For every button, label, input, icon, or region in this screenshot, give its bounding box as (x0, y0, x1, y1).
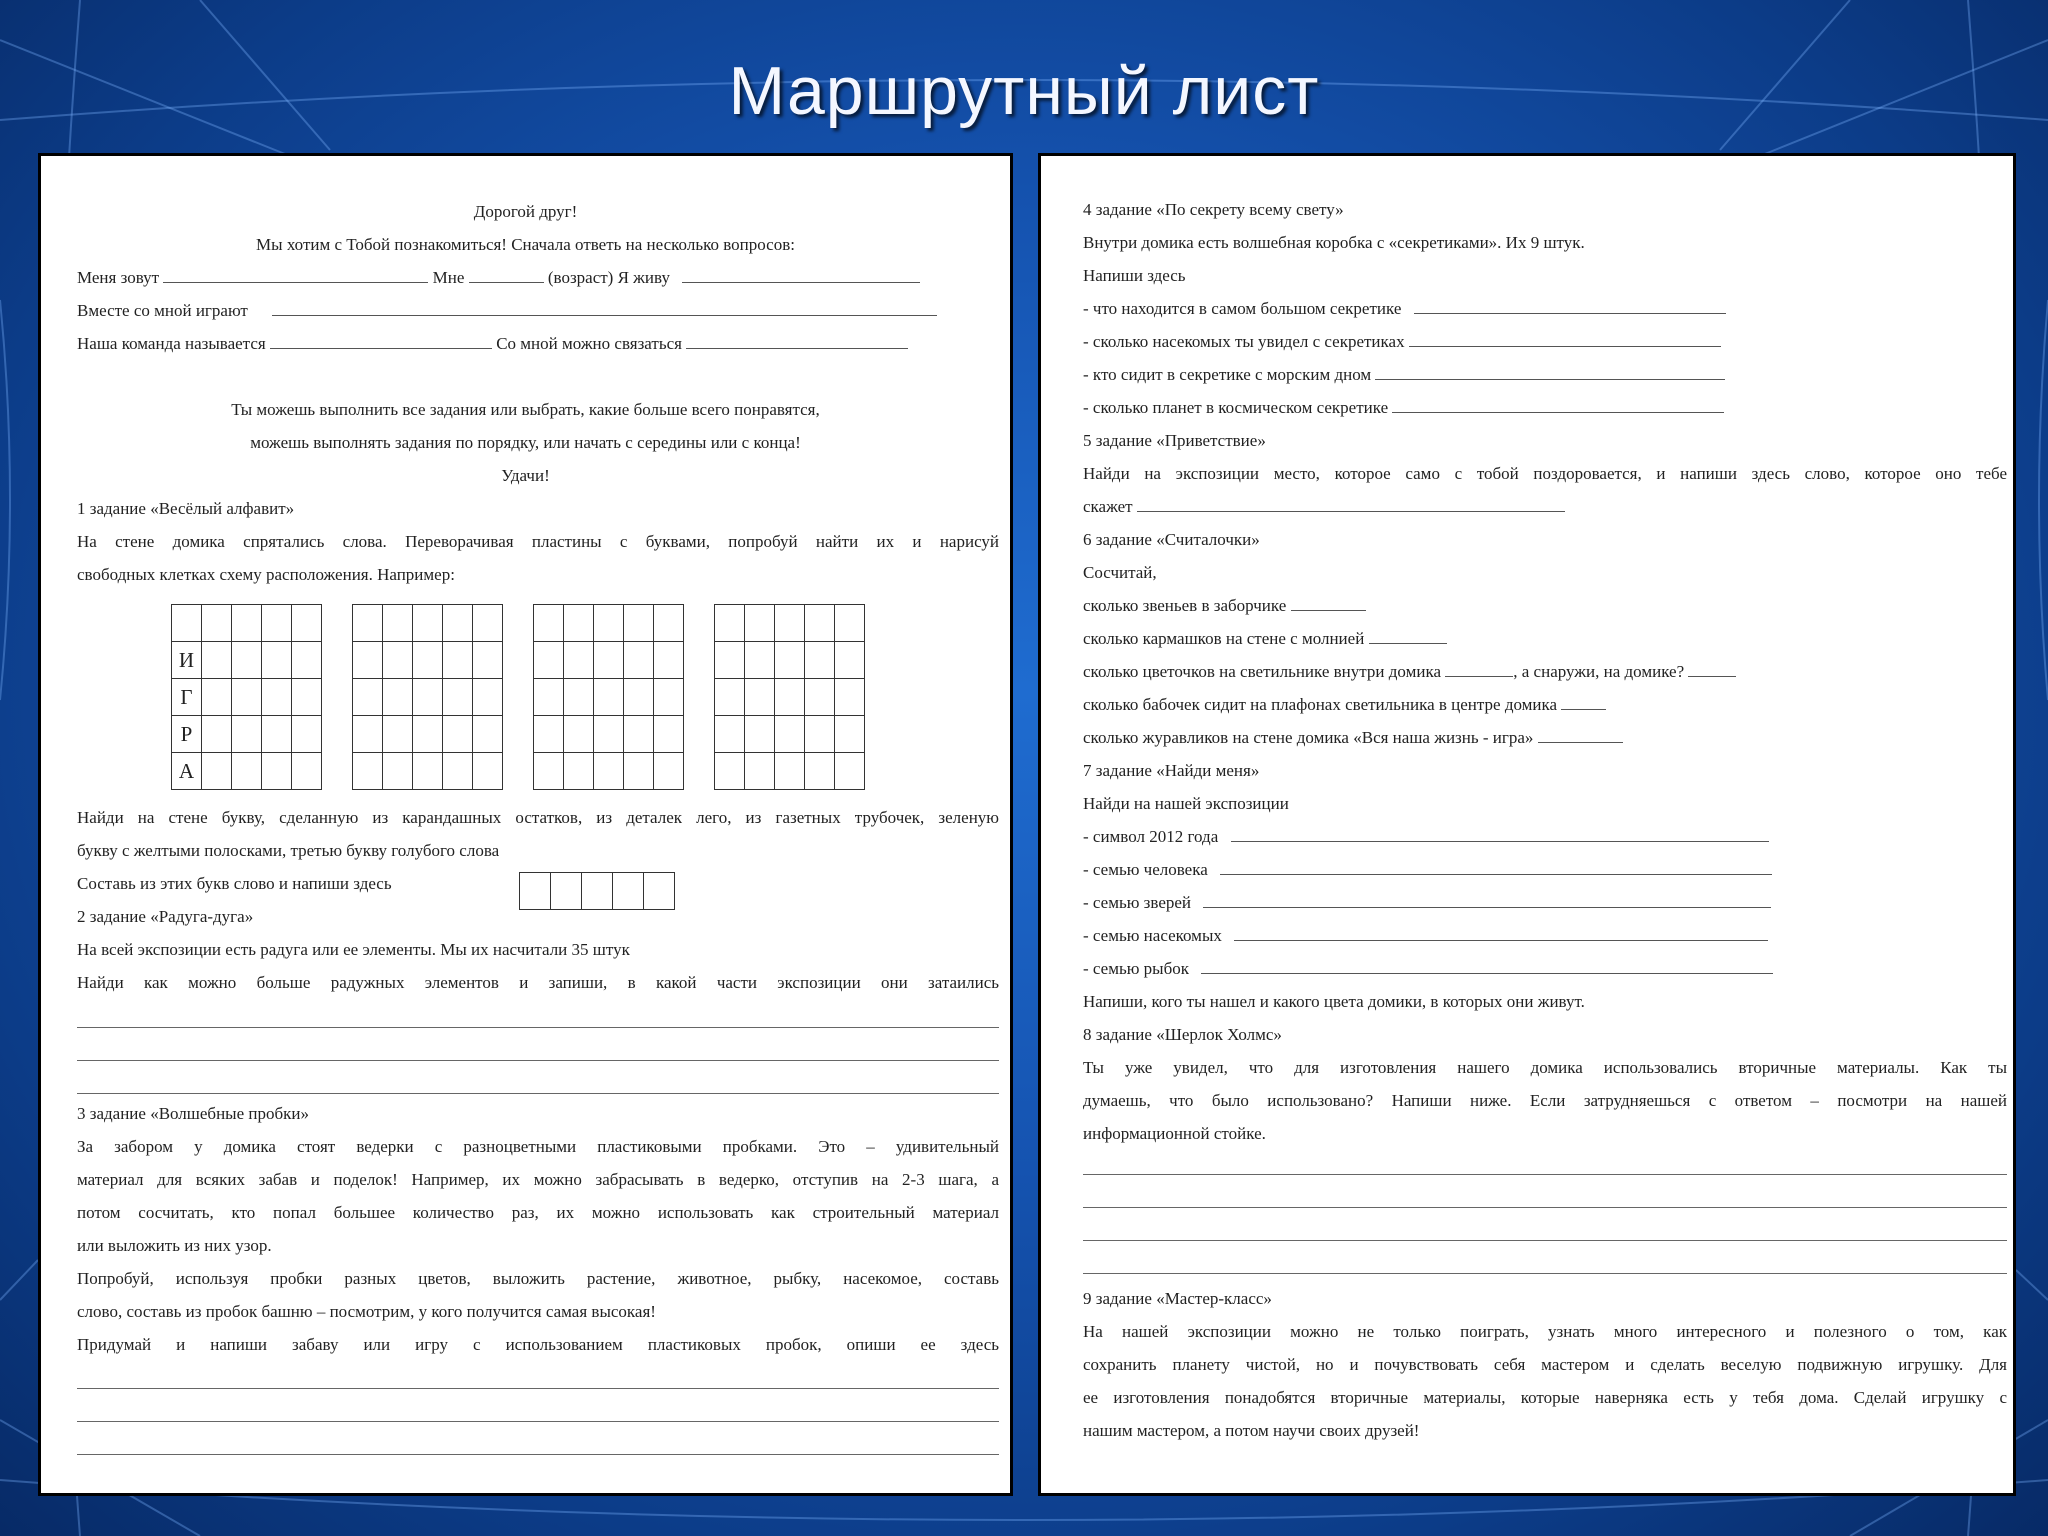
task5-line-2: скажет (1083, 497, 1133, 516)
intro-text: Мы хотим с Тобой познакомиться! Сначала ответь на несколько вопросов: (256, 235, 795, 254)
task9-title: 9 задание «Мастер-класс» (1083, 1289, 1272, 1308)
task7-answer-3[interactable] (1203, 893, 1771, 908)
task6-question-2-label: сколько кармашков на стене с молнией (1083, 629, 1365, 648)
task1-line-1: На стене домика спрятались слова. Переворачивая пластины с буквами, попробуй найти их и нарисуй (77, 532, 999, 551)
answer-line[interactable] (77, 1454, 999, 1455)
name-row (77, 268, 920, 288)
task6-answer-3a[interactable] (1445, 662, 1513, 677)
task8-line-3: информационной стойке. (1083, 1124, 1266, 1143)
grid-letter: А (172, 753, 202, 790)
city-blank[interactable] (682, 268, 920, 283)
task7-question-2-label: - семью человека (1083, 860, 1208, 879)
slide-title: Маршрутный лист (728, 53, 1320, 129)
task3-title: 3 задание «Волшебные пробки» (77, 1104, 309, 1123)
task8-line-2: думаешь, что было использовано? Напиши ниже. Если затрудняешься с ответом – посмотри на нашей (1083, 1091, 2007, 1110)
task7-question-5 (1083, 959, 1773, 979)
task7-answer-2[interactable] (1220, 860, 1772, 875)
task9-line-1: На нашей экспозиции можно не только поиграть, узнать много интересного и полезного о том, как (1083, 1322, 2007, 1341)
answer-grid[interactable] (533, 604, 684, 790)
name-blank[interactable] (163, 268, 428, 283)
task3-line-7: Придумай и напиши забаву или игру с использованием пластиковых пробок, опиши ее здесь (77, 1335, 999, 1354)
task6-question-4 (1083, 695, 1606, 715)
task1-line-4: букву с желтыми полосками, третью букву голубого слова (77, 841, 500, 860)
task6-question-5 (1083, 728, 1623, 748)
answer-line[interactable] (77, 1388, 999, 1389)
task9-line-2: сохранить планету чистой, но и почувствовать себя мастером и сделать веселую подвижную игрушку. Для (1083, 1355, 2007, 1374)
task7-question-1 (1083, 827, 1769, 847)
task7-line-2: Напиши, кого ты нашел и какого цвета домики, в которых они живут. (1083, 992, 1585, 1011)
task4-question-3-label: - кто сидит в секретике с морским дном (1083, 365, 1372, 384)
task4-title: 4 задание «По секрету всему свету» (1083, 200, 1344, 219)
task4-line-1: Внутри домика есть волшебная коробка с «секретиками». Их 9 штук. (1083, 233, 1585, 252)
task5-line-1: Найди на экспозиции место, которое само с тобой поздоровается, и напиши здесь слово, которое оно тебе (1083, 464, 2007, 483)
right-route-sheet (1038, 153, 2016, 1496)
answer-line[interactable] (77, 1093, 999, 1094)
answer-grid[interactable] (714, 604, 865, 790)
answer-line[interactable] (77, 1060, 999, 1061)
play-row (77, 301, 937, 321)
task7-question-3 (1083, 893, 1771, 913)
task6-answer-1[interactable] (1291, 596, 1366, 611)
task4-question-2-label: - сколько насекомых ты увидел с секретиках (1083, 332, 1405, 351)
task4-answer-1[interactable] (1414, 299, 1726, 314)
task6-line-1: Сосчитай, (1083, 563, 1157, 582)
task4-answer-4[interactable] (1392, 398, 1724, 413)
task7-question-4 (1083, 926, 1768, 946)
task2-title: 2 задание «Радуга-дуга» (77, 907, 254, 926)
task5-title: 5 задание «Приветствие» (1083, 431, 1266, 450)
task6-question-2 (1083, 629, 1447, 649)
team-row (77, 334, 908, 354)
age-label-post: (возраст) Я живу (547, 268, 670, 287)
team-blank[interactable] (270, 334, 492, 349)
example-grid[interactable] (171, 604, 322, 790)
task9-line-3: ее изготовления понадобятся вторичные материалы, которые наверняка есть у тебя дома. Сделай игрушку с (1083, 1388, 2007, 1407)
play-blank[interactable] (272, 301, 937, 316)
choice-line-2: можешь выполнять задания по порядку, или начать с середины или с конца! (250, 433, 801, 452)
task4-question-4 (1083, 398, 1724, 418)
contact-blank[interactable] (686, 334, 908, 349)
task1-line-2: свободных клетках схему расположения. Например: (77, 565, 455, 584)
task6-question-1 (1083, 596, 1366, 616)
task6-question-4-label: сколько бабочек сидит на плафонах светильника в центре домика (1083, 695, 1558, 714)
task2-line-1: На всей экспозиции есть радуга или ее элементы. Мы их насчитали 35 штук (77, 940, 630, 959)
task6-answer-3b[interactable] (1688, 662, 1736, 677)
task8-title: 8 задание «Шерлок Холмс» (1083, 1025, 1282, 1044)
task4-question-2 (1083, 332, 1721, 352)
task7-question-5-label: - семью рыбок (1083, 959, 1190, 978)
task6-title: 6 задание «Считалочки» (1083, 530, 1260, 549)
task5-line-2-row (1083, 497, 1565, 517)
task6-question-5-label: сколько журавликов на стене домика «Вся наша жизнь - игра» (1083, 728, 1534, 747)
contact-label: Со мной можно связаться (496, 334, 682, 353)
task1-line-5: Составь из этих букв слово и напиши здесь (77, 874, 392, 893)
age-label-pre: Мне (432, 268, 465, 287)
task4-question-1-label: - что находится в самом большом секретике (1083, 299, 1402, 318)
task4-question-1 (1083, 299, 1726, 319)
task7-answer-4[interactable] (1234, 926, 1768, 941)
task3-line-2: материал для всяких забав и поделок! Например, их можно забрасывать в ведерко, отступив на 2-3 шага, а (77, 1170, 999, 1189)
task7-title: 7 задание «Найди меня» (1083, 761, 1260, 780)
task6-question-3b-label: , а снаружи, на домике? (1513, 662, 1685, 681)
age-blank[interactable] (469, 268, 544, 283)
task7-question-4-label: - семью насекомых (1083, 926, 1222, 945)
task7-line-1: Найди на нашей экспозиции (1083, 794, 1289, 813)
task1-title: 1 задание «Весёлый алфавит» (77, 499, 295, 518)
task6-answer-5[interactable] (1538, 728, 1623, 743)
task7-question-1-label: - символ 2012 года (1083, 827, 1219, 846)
grid-letter: Р (172, 716, 202, 753)
name-label: Меня зовут (77, 268, 160, 287)
task8-line-1: Ты уже увидел, что для изготовления нашего домика использовались вторичные материалы. Как ты (1083, 1058, 2007, 1077)
grid-letter: И (172, 642, 202, 679)
task6-answer-2[interactable] (1369, 629, 1447, 644)
task6-answer-4[interactable] (1561, 695, 1606, 710)
greeting: Дорогой друг! (473, 202, 578, 221)
task5-answer[interactable] (1137, 497, 1565, 512)
task2-line-2: Найди как можно больше радужных элементов и запиши, в какой части экспозиции они затаились (77, 973, 999, 992)
task4-line-2: Напиши здесь (1083, 266, 1186, 285)
play-label: Вместе со мной играют (77, 301, 248, 320)
task7-answer-5[interactable] (1201, 959, 1773, 974)
task7-answer-1[interactable] (1231, 827, 1769, 842)
task3-line-1: За забором у домика стоят ведерки с разноцветными пластиковыми пробками. Это – удивительный (77, 1137, 999, 1156)
luck-text: Удачи! (501, 466, 550, 485)
word-answer-boxes[interactable] (519, 872, 675, 910)
task3-line-6: слово, составь из пробок башню – посмотрим, у кого получится самая высокая! (77, 1302, 656, 1321)
task6-question-1-label: сколько звеньев в заборчике (1083, 596, 1287, 615)
left-route-sheet (38, 153, 1013, 1496)
answer-line[interactable] (77, 1421, 999, 1422)
task7-question-2 (1083, 860, 1772, 880)
task4-answer-3[interactable] (1375, 365, 1725, 380)
answer-line[interactable] (1083, 1207, 2007, 1208)
choice-line-1: Ты можешь выполнить все задания или выбрать, какие больше всего понравятся, (231, 400, 820, 419)
answer-line[interactable] (1083, 1240, 2007, 1241)
task4-answer-2[interactable] (1409, 332, 1721, 347)
task3-line-3: потом сосчитать, кто попал большее количество раз, их можно использовать как строительный материал (77, 1203, 999, 1222)
task6-question-3a-label: сколько цветочков на светильнике внутри домика (1083, 662, 1441, 681)
task1-line-3: Найди на стене букву, сделанную из карандашных остатков, из деталек лего, из газетных трубочек, зеленую (77, 808, 999, 827)
task9-line-4: нашим мастером, а потом научи своих друзей! (1083, 1421, 1420, 1440)
task4-question-4-label: - сколько планет в космическом секретике (1083, 398, 1389, 417)
answer-line[interactable] (77, 1027, 999, 1028)
grid-letter: Г (172, 679, 202, 716)
answer-grid[interactable] (352, 604, 503, 790)
answer-line[interactable] (1083, 1174, 2007, 1175)
task3-line-5: Попробуй, используя пробки разных цветов, выложить растение, животное, рыбку, насекомое, составь (77, 1269, 999, 1288)
task6-question-3 (1083, 662, 1736, 682)
answer-line[interactable] (1083, 1273, 2007, 1274)
task7-question-3-label: - семью зверей (1083, 893, 1192, 912)
task4-question-3 (1083, 365, 1725, 385)
team-label: Наша команда называется (77, 334, 266, 353)
task3-line-4: или выложить из них узор. (77, 1236, 272, 1255)
